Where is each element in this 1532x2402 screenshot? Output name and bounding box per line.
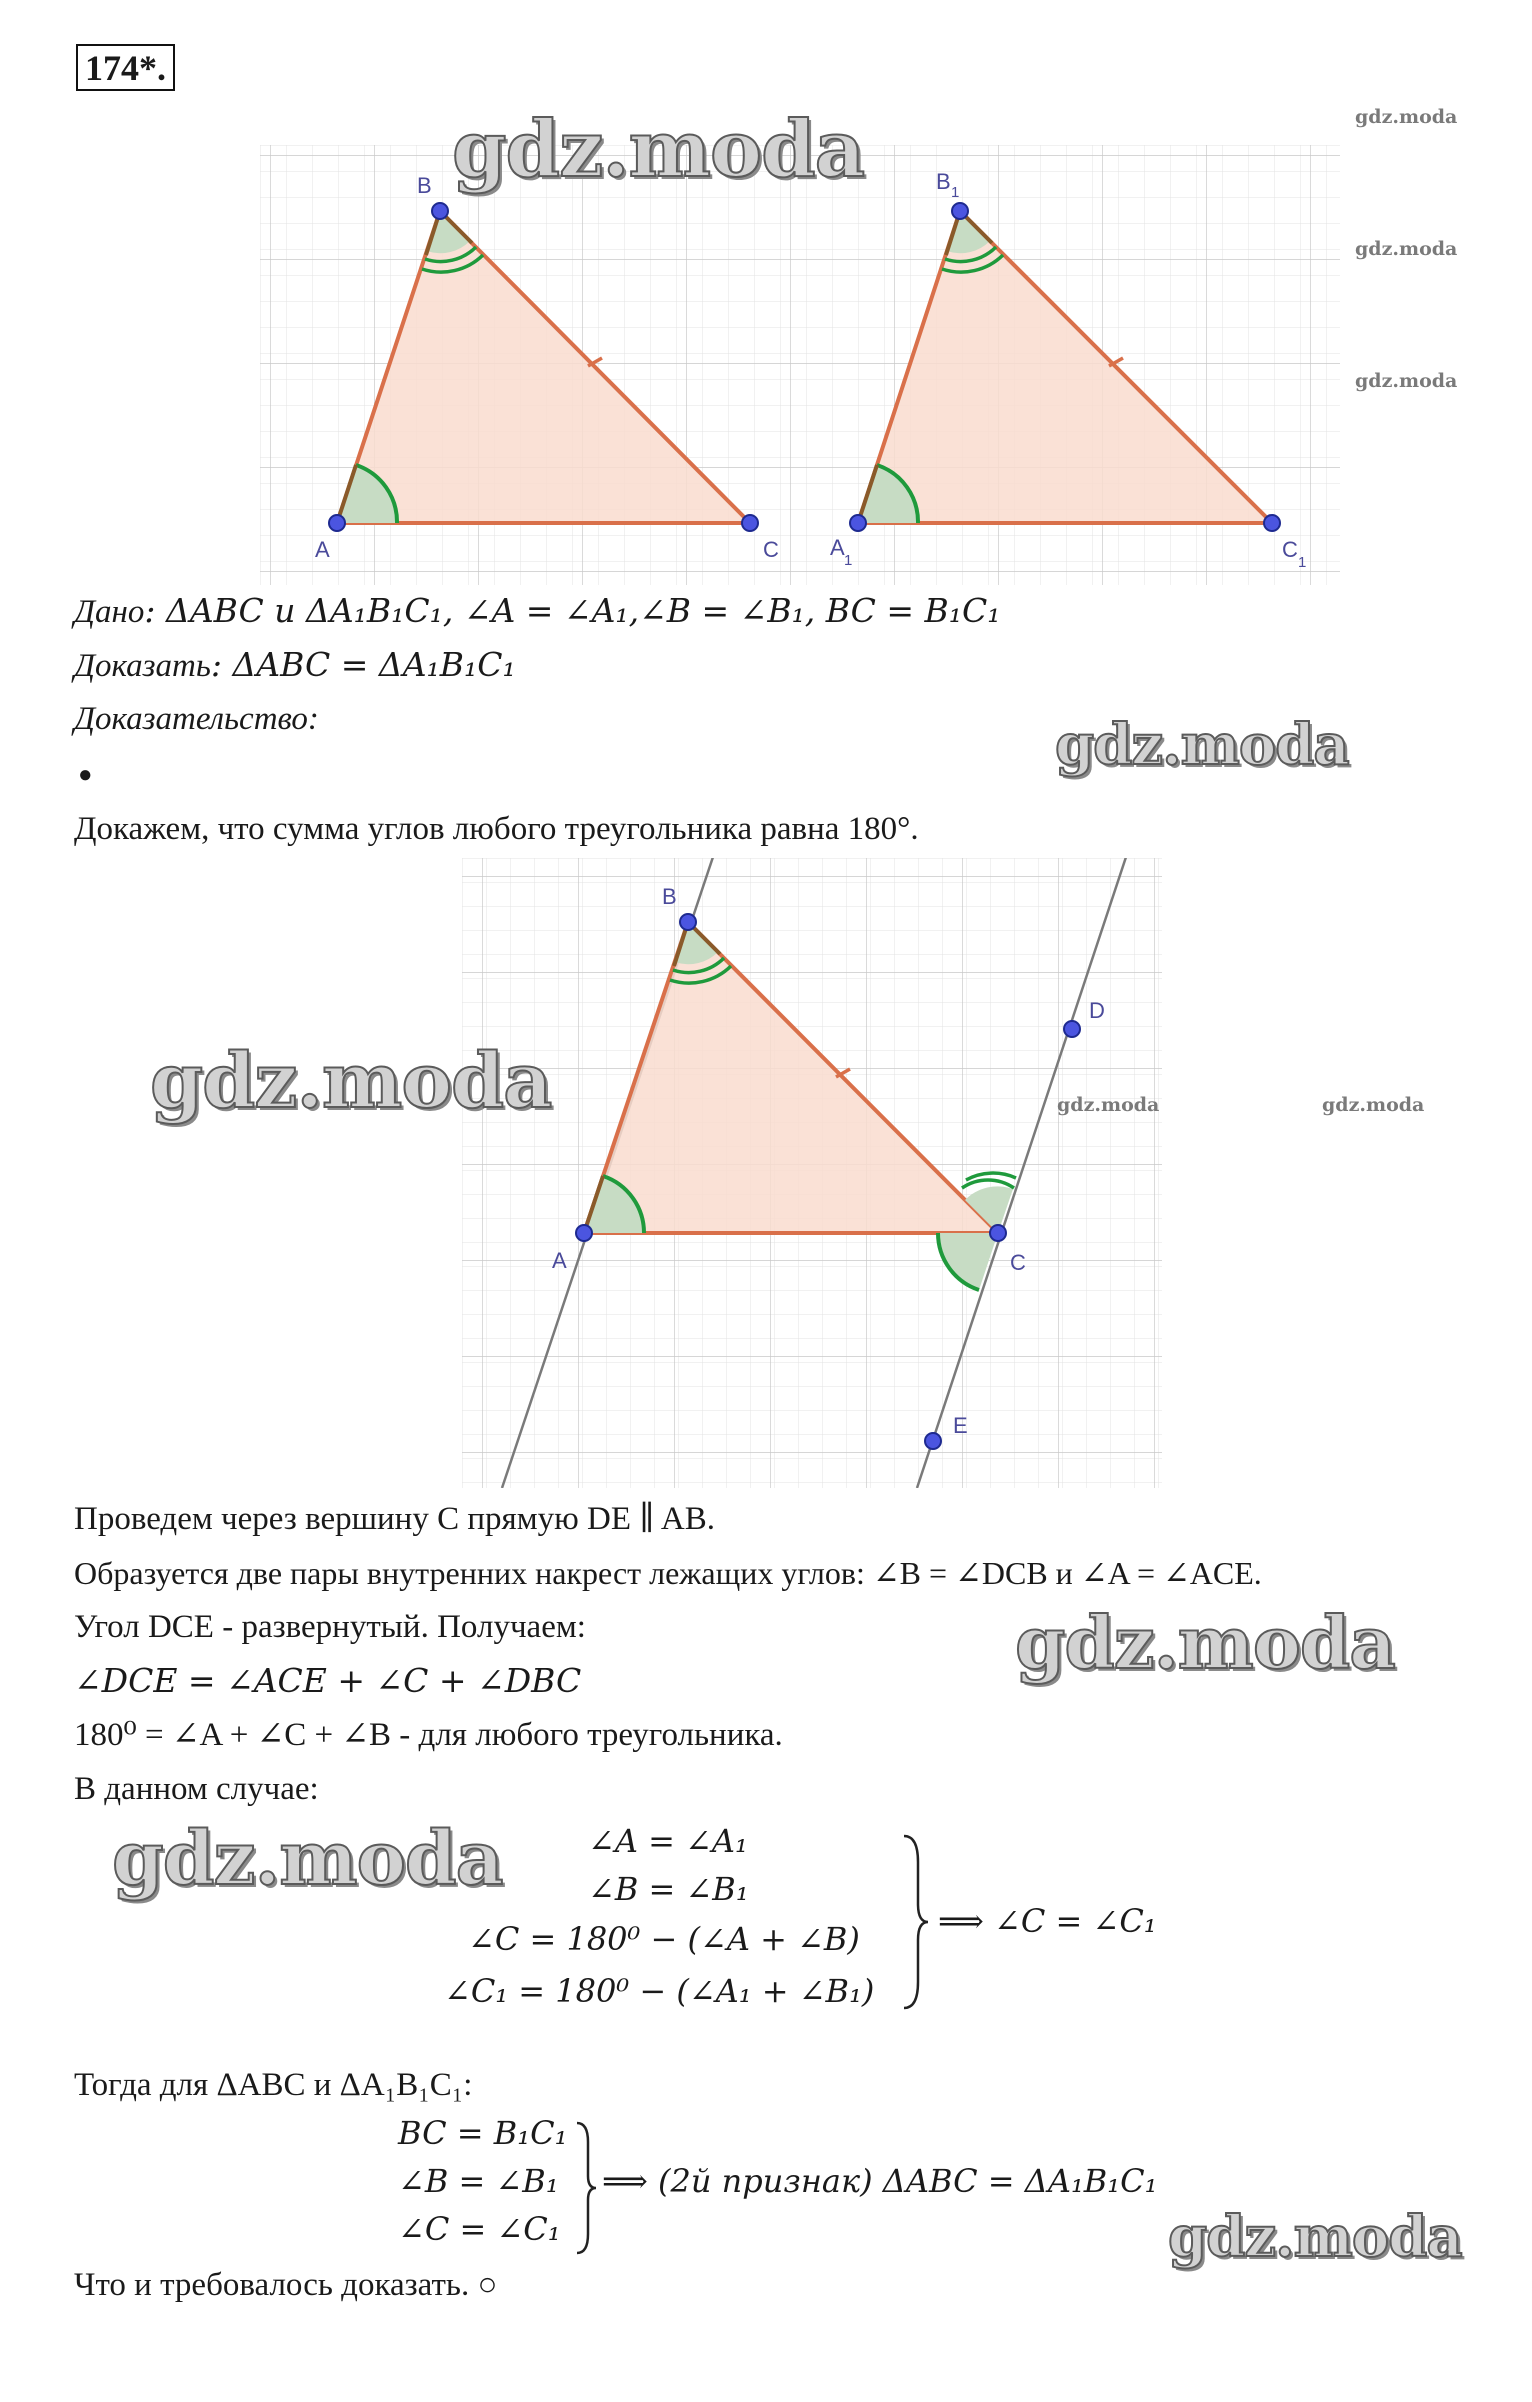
prove-label: Доказать [74, 648, 211, 684]
system2-result: ⟹ (2й признак) ΔABC = ΔA₁B₁C₁ [602, 2162, 1158, 2200]
point-a [329, 515, 345, 531]
system1-row: ∠C₁ = 180⁰ − (∠A₁ + ∠B₁) [444, 1972, 875, 2010]
watermark-small: gdz.moda [1355, 106, 1458, 128]
final-line: Что и требовалось доказать. ○ [74, 2267, 498, 2303]
watermark-small: gdz.moda [1355, 238, 1458, 260]
text-line-5: 180⁰ = ∠A + ∠C + ∠B - для любого треугольника. [74, 1717, 783, 1753]
point-d [1064, 1021, 1080, 1037]
watermark-large: gdz.moda [1168, 2204, 1462, 2270]
prove-text: : ΔABC = ΔA₁B₁C₁ [210, 645, 516, 684]
given-text: : ΔABC и ΔA₁B₁C₁, ∠A = ∠A₁,∠B = ∠B₁, BC = B₁C₁ [144, 591, 1001, 630]
watermark-small: gdz.moda [1355, 370, 1458, 392]
watermark-small: gdz.moda [1322, 1094, 1425, 1116]
label-b1: B [936, 169, 951, 194]
watermark-large: gdz.moda [1015, 1600, 1395, 1685]
given-line [74, 590, 1000, 633]
system1-row: ∠C = 180⁰ − (∠A + ∠B) [468, 1920, 860, 1958]
text-line-1: Проведем через вершину C прямую DE ∥ AB. [74, 1501, 715, 1537]
problem-number: 174*. [76, 44, 175, 91]
svg-text:1: 1 [951, 184, 960, 201]
label-e: E [953, 1413, 968, 1438]
watermark-large: gdz.moda [452, 104, 865, 195]
watermark-small: gdz.moda [1057, 1094, 1160, 1116]
svg-text:1: 1 [1298, 554, 1307, 571]
label-a1: A [830, 535, 845, 560]
label-a: A [315, 537, 330, 562]
watermark-large: gdz.moda [150, 1036, 552, 1125]
svg-text:1: 1 [844, 552, 853, 569]
brace-2 [574, 2120, 598, 2256]
label-c: C [763, 537, 779, 562]
system1-result: ⟹ ∠C = ∠C₁ [938, 1902, 1157, 1940]
label-c: C [1010, 1250, 1026, 1275]
point-e [925, 1433, 941, 1449]
point-c [742, 515, 758, 531]
system2-row: BC = B₁C₁ [398, 2114, 568, 2152]
text-line-3: Угол DCE - развернутый. Получаем: [74, 1609, 586, 1645]
brace-1 [900, 1832, 930, 2012]
system1-row: ∠A = ∠A₁ [588, 1822, 748, 1860]
proof-label: Доказательство: [74, 701, 319, 737]
given-label: Дано [74, 594, 145, 630]
claim-line: Докажем, что сумма углов любого треугольника равна 180°. [74, 811, 919, 847]
system1-row: ∠B = ∠B₁ [588, 1870, 749, 1908]
label-c1: C [1282, 537, 1298, 562]
bullet: ● [78, 762, 93, 788]
figure-parallel [462, 858, 1162, 1488]
point-b [432, 203, 448, 219]
watermark-large: gdz.moda [112, 1816, 503, 1902]
watermark-large: gdz.moda [1055, 712, 1349, 778]
text-line-6: В данном случае: [74, 1771, 319, 1807]
system2-row: ∠B = ∠B₁ [398, 2162, 559, 2200]
label-b: B [417, 173, 432, 198]
label-a: A [552, 1248, 567, 1273]
system2-row: ∠C = ∠C₁ [398, 2210, 561, 2248]
label-d: D [1089, 998, 1105, 1023]
text-line-4: ∠DCE = ∠ACE + ∠C + ∠DBC [74, 1661, 582, 1700]
figure-triangles [260, 145, 1340, 585]
prove-line [74, 644, 516, 687]
then-line: Тогда для ΔABC и ΔA₁B₁C₁: [74, 2067, 473, 2103]
label-b: B [662, 884, 677, 909]
text-line-2: Образуется две пары внутренних накрест лежащих углов: ∠B = ∠DCB и ∠A = ∠ACE. [74, 1555, 1262, 1591]
